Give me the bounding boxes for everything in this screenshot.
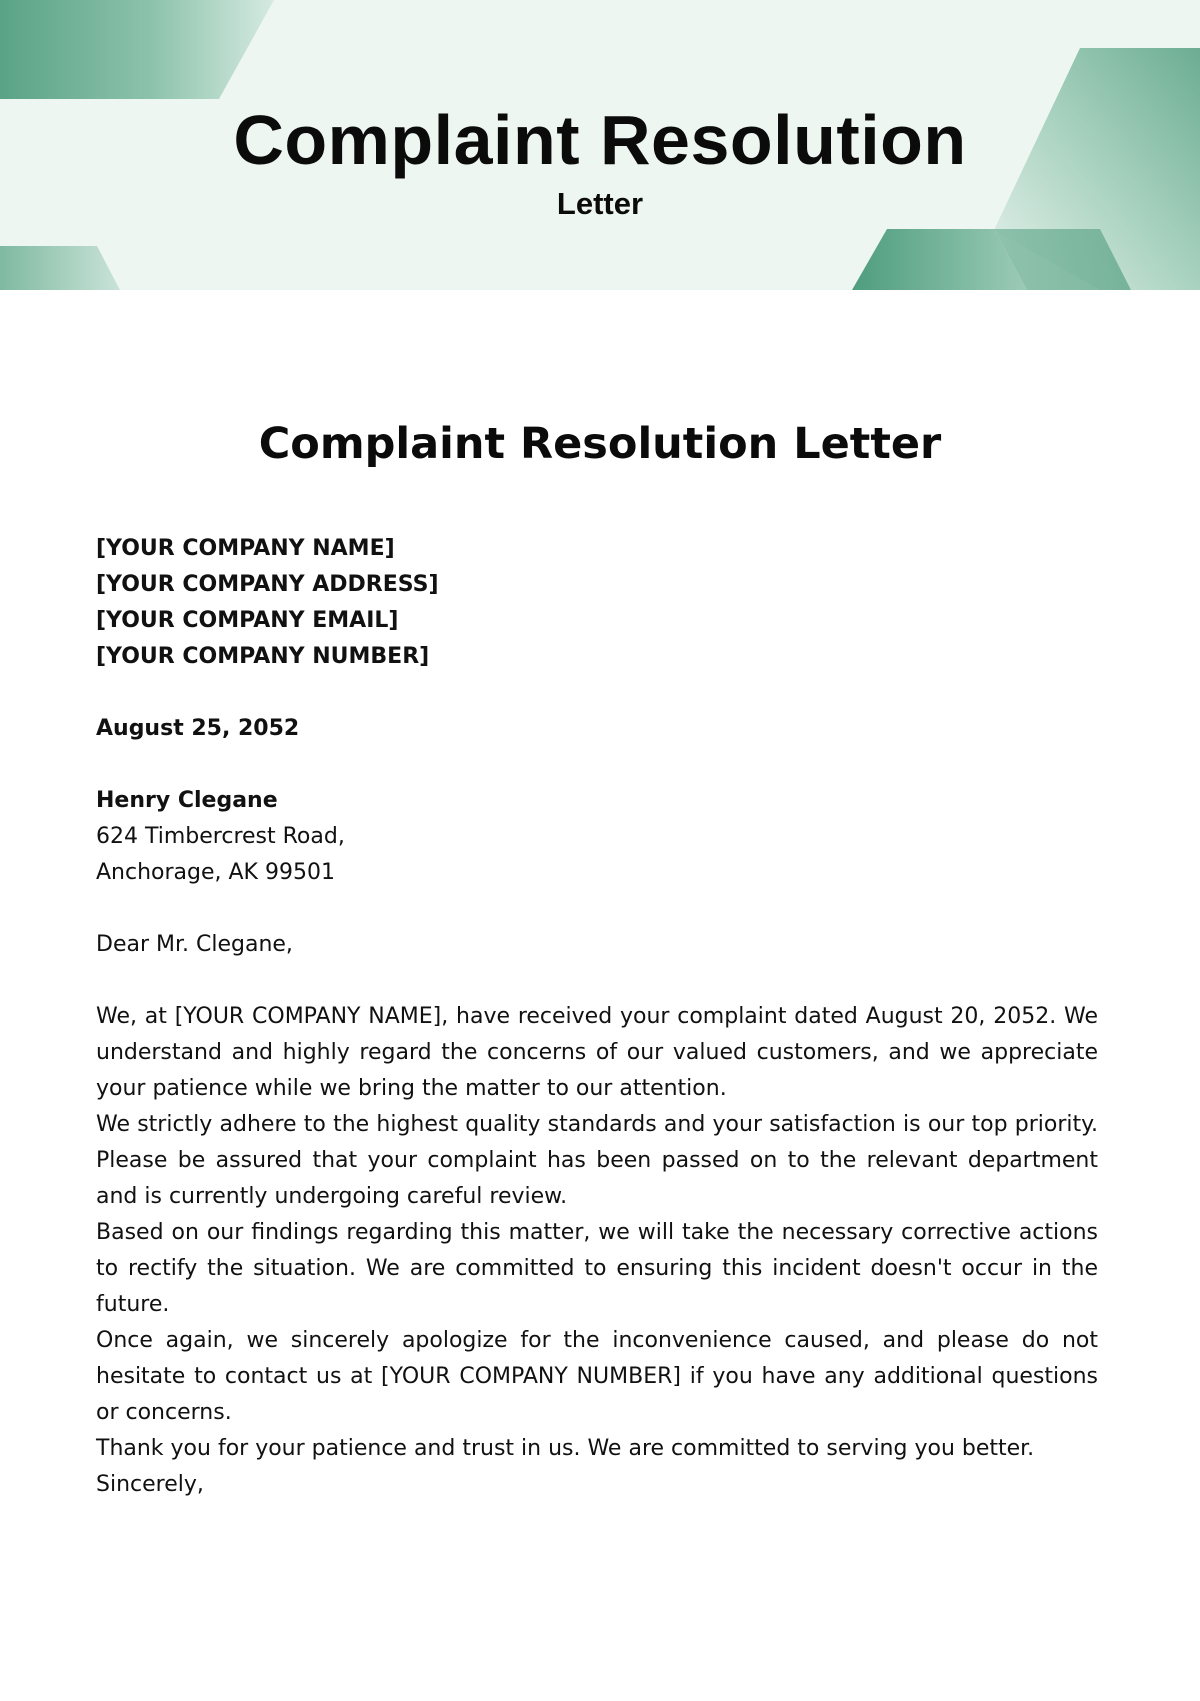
closing: Sincerely, xyxy=(96,1472,204,1497)
header-subtitle: Letter xyxy=(556,186,644,221)
sender-company-email: [YOUR COMPANY EMAIL] xyxy=(96,608,399,633)
body-paragraph-2: We strictly adhere to the highest quality standards and your satisfaction is our top priority. Please be assured that your complaint has been passed on to the relevant department and is currently undergoing careful review. xyxy=(96,1112,1098,1209)
body-paragraph-1: We, at [YOUR COMPANY NAME], have received your complaint dated August 20, 2052. We understand and highly regard the concerns of our valued customers, and we appreciate your patience while we bring the matter to our attention. xyxy=(96,1004,1098,1101)
header-title: Complaint Resolution xyxy=(233,101,967,179)
body-paragraph-3: Based on our findings regarding this matter, we will take the necessary corrective actions to rectify the situation. We are committed to ensuring this incident doesn't occur in the future. xyxy=(96,1220,1098,1317)
recipient-block xyxy=(96,783,1098,891)
body-paragraph-4: Once again, we sincerely apologize for the inconvenience caused, and please do not hesitate to contact us at [YOUR COMPANY NUMBER] if you have any additional questions or concerns. xyxy=(96,1328,1098,1425)
recipient-address-line2: Anchorage, AK 99501 xyxy=(96,860,335,885)
recipient-name: Henry Clegane xyxy=(96,788,278,813)
document-title: Complaint Resolution Letter xyxy=(258,419,942,469)
bottom-left-shape xyxy=(0,246,120,290)
sender-block xyxy=(96,531,1098,675)
header-banner xyxy=(0,0,1200,290)
salutation: Dear Mr. Clegane, xyxy=(96,932,293,957)
letter-date: August 25, 2052 xyxy=(96,716,300,741)
sender-company-name: [YOUR COMPANY NAME] xyxy=(96,536,395,561)
recipient-address-line1: 624 Timbercrest Road, xyxy=(96,824,345,849)
letter-body xyxy=(96,531,1098,1503)
body-paragraph-5: Thank you for your patience and trust in us. We are committed to serving you better. xyxy=(96,1436,1035,1461)
sender-company-address: [YOUR COMPANY ADDRESS] xyxy=(96,572,439,597)
top-left-shape xyxy=(0,0,274,99)
sender-company-number: [YOUR COMPANY NUMBER] xyxy=(96,644,430,669)
